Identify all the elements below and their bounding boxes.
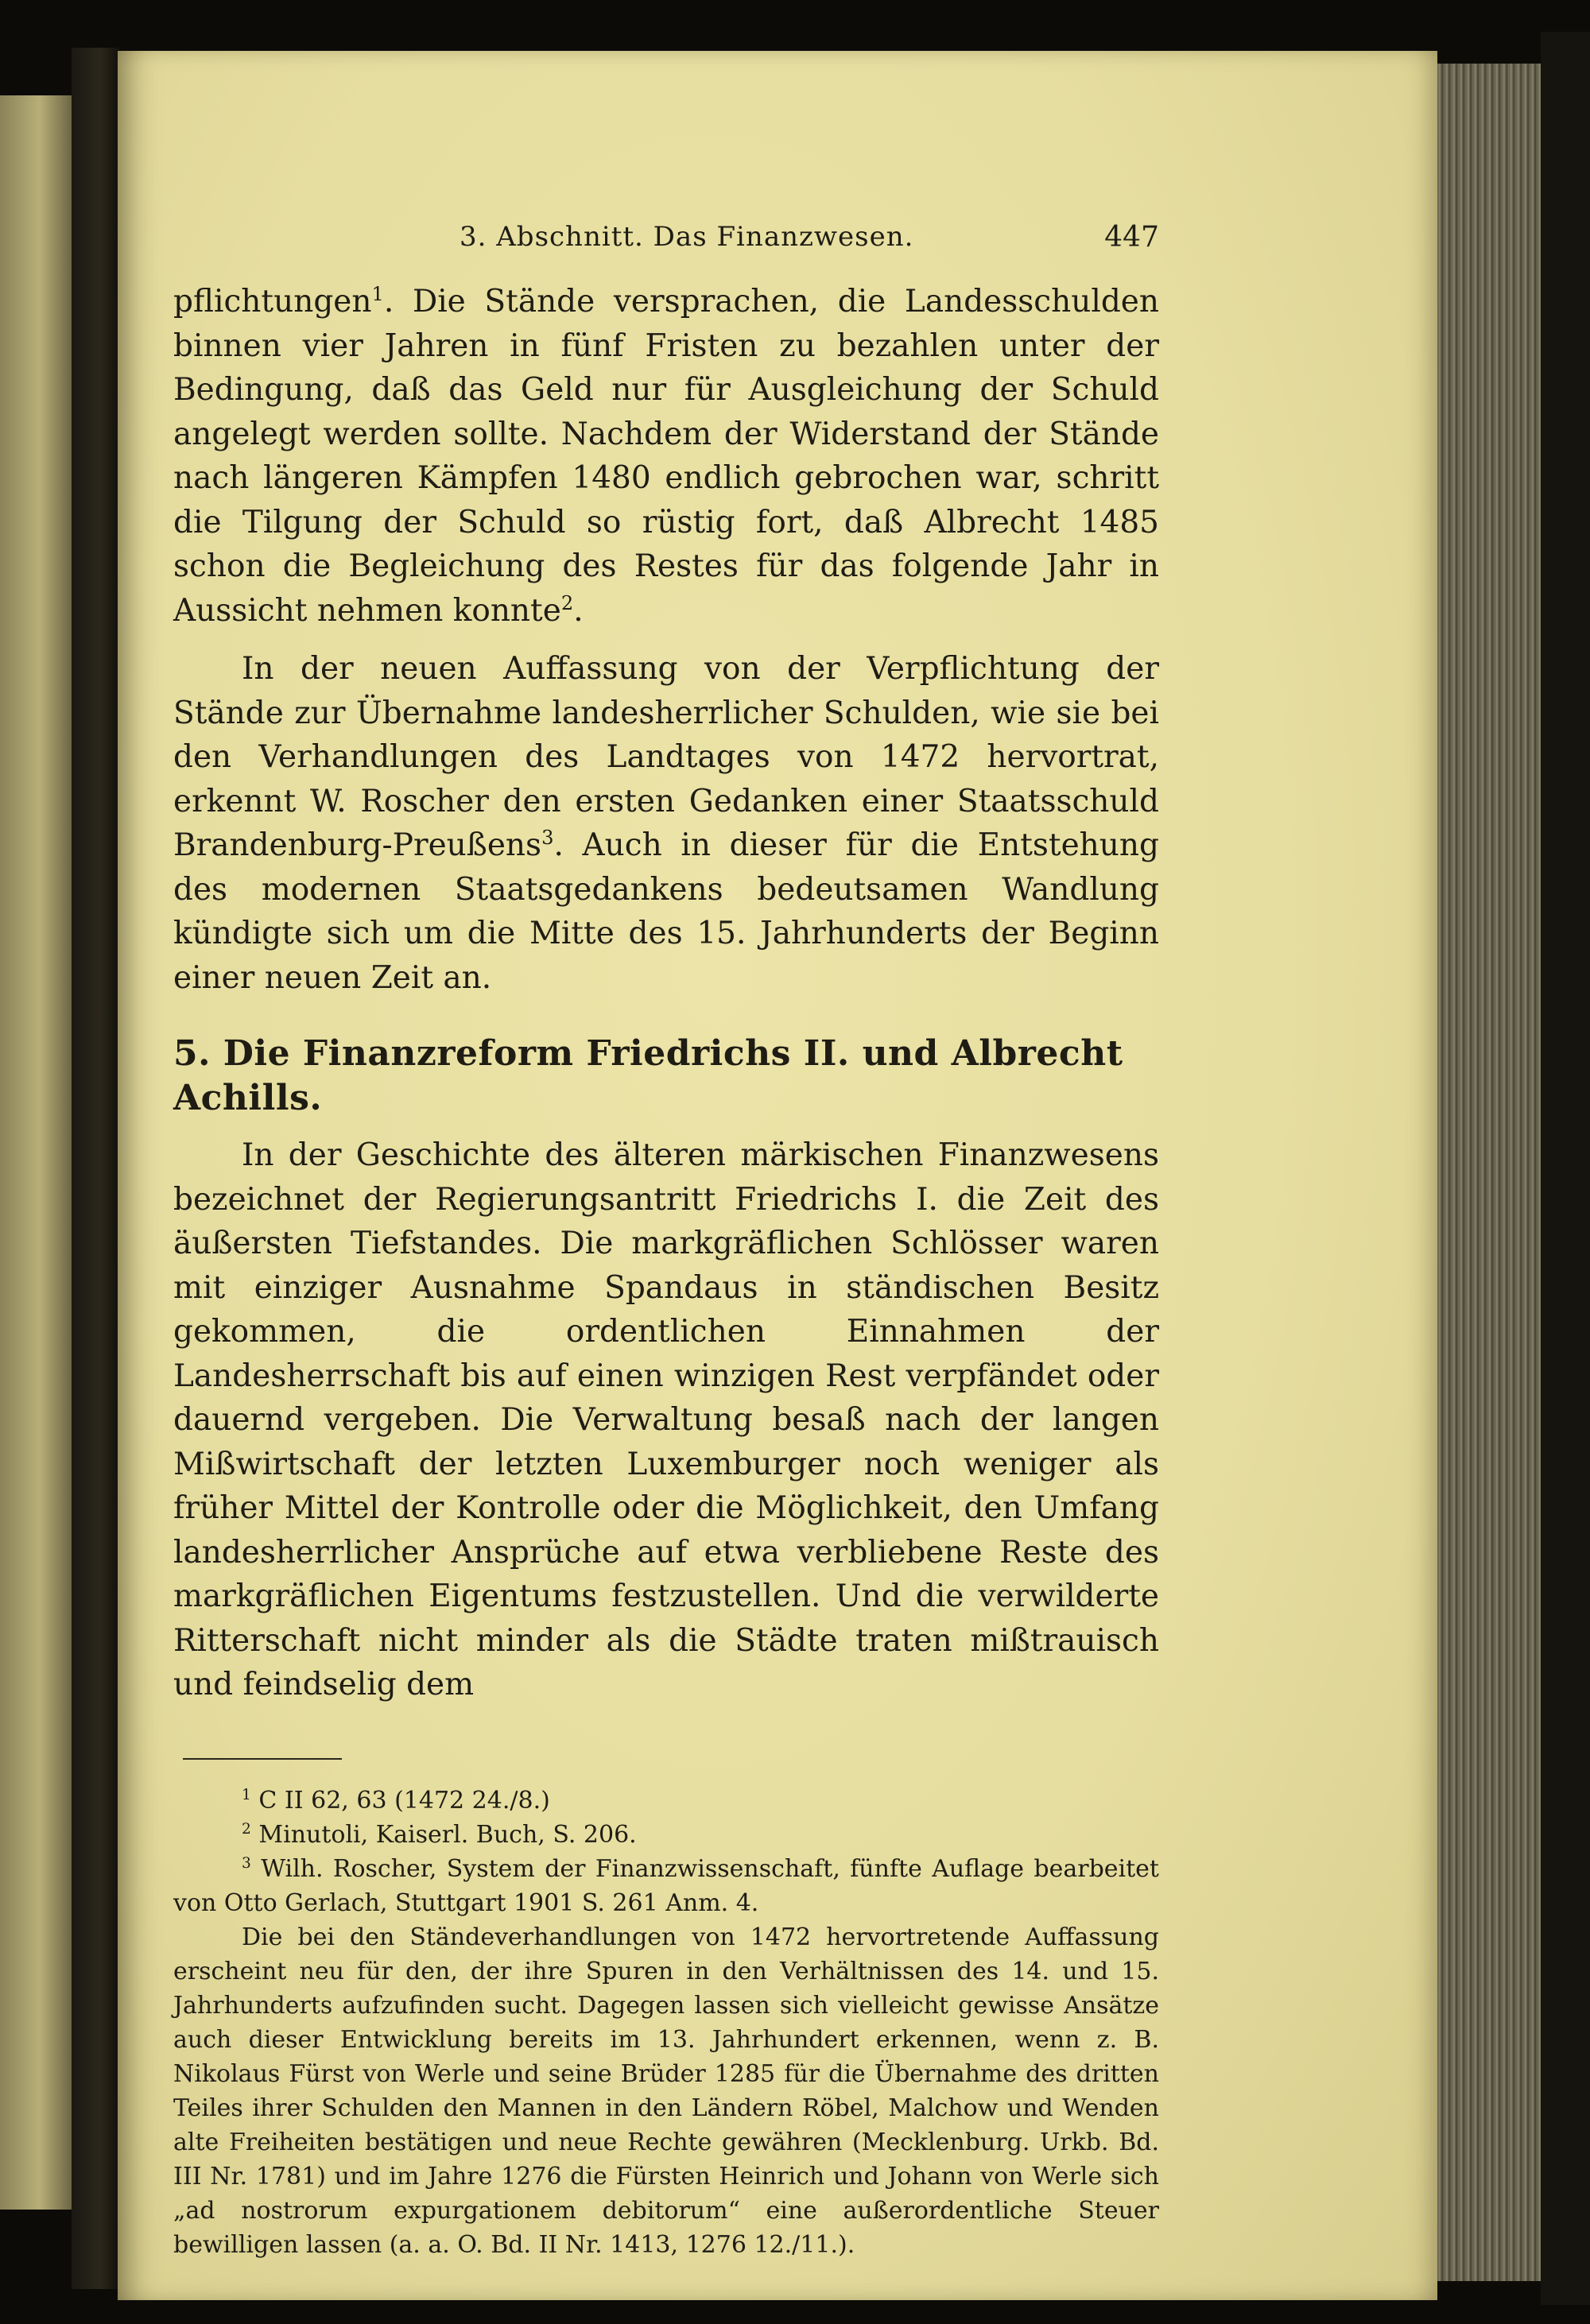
footnote-3 (173, 1852, 1159, 1920)
page-number: 447 (1104, 221, 1159, 254)
paragraph-text: In der neuen Auffassung von der Verpflichtung der Stände zur Übernahme landesherrlicher Schulden, wie sie bei den Verhandlungen des Landtages von 1472 hervortrat, erkennt W. Roscher den ersten Gedanken einer Staatsschuld Brandenburg-Preußens (173, 651, 1159, 863)
footnote-marker: 1 (242, 1786, 251, 1803)
book-gutter (72, 48, 119, 2289)
footnotes (173, 1784, 1159, 2262)
footnote-divider (183, 1758, 342, 1760)
running-head (173, 215, 1159, 262)
footnote-marker: 2 (242, 1820, 251, 1838)
footnote-3-continuation: Die bei den Ständeverhandlungen von 1472 hervortretende Auffassung erscheint neu für den, der ihre Spuren in den Verhältnissen des 14. und 15. Jahrhunderts aufzufinden sucht. Dagegen lassen sich vielleicht gewisse Ansätze auch dieser Entwicklung bereits im 13. Jahrhundert erkennen, wenn z. B. Nikolaus Fürst von Werle und seine Brüder 1285 für die Übernahme des dritten Teiles ihrer Schulden den Mannen in den Ländern Röbel, Malchow und Wenden alte Freiheiten bestätigen und neue Rechte gewähren (Mecklenburg. Urkb. Bd. III Nr. 1781) und im Jahre 1276 die Fürsten Heinrich und Johann von Werle sich „ad nostrorum expurgationem debitorum“ eine außerordentliche Steuer bewilligen lassen (a. a. O. Bd. II Nr. 1413, 1276 12./11.). (173, 1923, 1159, 2259)
footnote-1 (173, 1784, 1159, 1818)
footnote-text: Minutoli, Kaiserl. Buch, S. 206. (258, 1820, 637, 1849)
paragraph-text: . Auch in dieser für die Entstehung des modernen Staatsgedankens bedeutsamen Wandlung kündigte sich um die Mitte des 15. Jahrhunderts der Beginn einer neuen Zeit an. (173, 827, 1159, 996)
paragraph-text: pflichtungen (173, 284, 372, 320)
paragraph-staatsschuld (173, 647, 1159, 1000)
footnote-2 (173, 1818, 1159, 1852)
book-cover-edge (1541, 32, 1590, 2305)
paragraph-text: . Die Stände versprachen, die Landesschulden binnen vier Jahren in fünf Fristen zu bezahlen unter der Bedingung, daß das Geld nur für Ausgleichung der Schuld angelegt werden sollte. Nachdem der Widerstand der Stände nach längeren Kämpfen 1480 endlich gebrochen war, schritt die Tilgung der Schuld so rüstig fort, daß Albrecht 1485 schon die Begleichung des Restes für das folgende Jahr in Aussicht nehmen konnte (173, 284, 1159, 629)
footnote-text: C II 62, 63 (1472 24./8.) (258, 1786, 550, 1815)
footnote-marker: 3 (242, 1854, 251, 1872)
footnote-ref: 3 (541, 827, 554, 849)
paragraph-continuation (173, 280, 1159, 633)
footnote-text: Wilh. Roscher, System der Finanzwissenschaft, fünfte Auflage bearbeitet von Otto Gerlach, Stuttgart 1901 S. 261 Anm. 4. (173, 1854, 1159, 1917)
page-stack-edges (1437, 64, 1541, 2281)
page-content (173, 215, 1159, 2262)
running-head-title: 3. Abschnitt. Das Finanzwesen. (460, 221, 914, 253)
footnote-ref: 2 (560, 591, 574, 614)
section-paragraph: In der Geschichte des älteren märkischen Finanzwesens bezeichnet der Regierungsantritt Friedrichs I. die Zeit des äußersten Tiefstandes. Die markgräflichen Schlösser waren mit einziger Ausnahme Spandaus in ständischen Besitz gekommen, die ordentlichen Einnahmen der Landesherrschaft bis auf einen winzigen Rest verpfändet oder dauernd vergeben. Die Verwaltung besaß nach der langen Mißwirtschaft der letzten Luxemburger noch weniger als früher Mittel der Kontrolle oder die Möglichkeit, den Umfang landesherrlicher Ansprüche auf etwa verbliebene Reste des markgräflichen Eigentums festzustellen. Und die verwilderte Ritterschaft nicht minder als die Städte traten mißtrauisch und feindselig dem (173, 1137, 1159, 1702)
footnote-ref: 1 (371, 283, 384, 305)
paragraph-text: . (573, 592, 584, 629)
facing-page-edge (0, 95, 72, 2210)
section-heading: 5. Die Finanzreform Friedrichs II. und Albrecht Achills. (173, 1033, 1123, 1118)
